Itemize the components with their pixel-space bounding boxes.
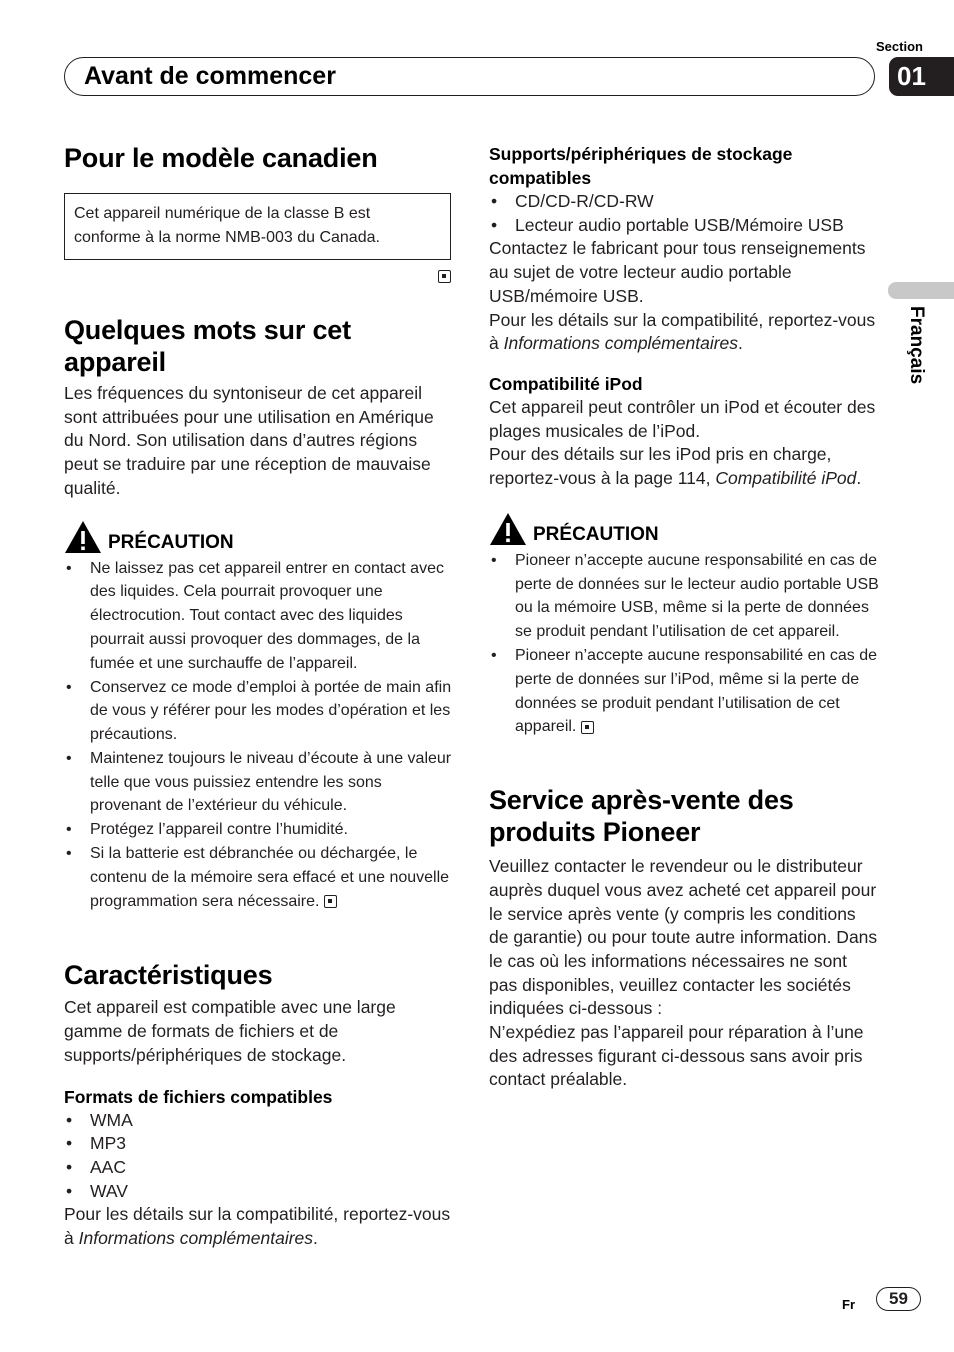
footer-language: Fr <box>842 1297 855 1312</box>
left-column <box>64 136 456 1251</box>
formats-list <box>64 1109 456 1204</box>
details-text: Pour les détails sur la compatibilité, reportez-vous à <box>489 309 876 354</box>
details-reference: Informations complémentaires <box>503 333 739 354</box>
about-paragraph: Les fréquences du syntoniseur de cet appareil sont attribuées pour une utilisation en Amérique du Nord. Son utilisation dans d’autres régions peut se traduire par une réception de mauvaise qualité. <box>64 383 434 498</box>
language-label: Français <box>906 306 927 385</box>
list-item: • Pioneer n’accepte aucune responsabilité en cas de perte de données sur le lecteur audio portable USB ou la mémoire USB, même si la perte de données se produit pendant l’utilisation de cet appareil. <box>489 549 879 644</box>
list-item: • CD/CD-R/CD-RW <box>489 190 879 214</box>
canada-heading: Pour le modèle canadien <box>64 143 378 173</box>
list-item-text: Pioneer n’accepte aucune responsabilité en cas de perte de données sur l’iPod, même si la perte de données se produit pendant l’utilisation de cet appareil. <box>515 646 878 736</box>
page-number: 59 <box>876 1287 921 1311</box>
section-number: 01 <box>889 57 954 96</box>
features-paragraph: Cet appareil est compatible avec une large gamme de formats de fichiers et de supports/périphériques de stockage. <box>64 997 396 1065</box>
page-title: Avant de commencer <box>84 62 336 90</box>
service-paragraph-2: N’expédiez pas l’appareil pour réparation à l’une des adresses figurant ci-dessous sans avoir pris contact préalable. <box>489 1022 864 1090</box>
list-item: • AAC <box>64 1156 456 1180</box>
ipod-heading: Compatibilité iPod <box>489 373 643 394</box>
list-item: • Conservez ce mode d’emploi à portée de main afin de vous y référer pour les modes d’opération et les précautions. <box>64 676 456 747</box>
right-column <box>489 136 879 1092</box>
features-heading: Caractéristiques <box>64 960 273 991</box>
ipod-details <box>489 443 879 490</box>
caution-header <box>489 512 879 546</box>
language-tab <box>888 282 954 299</box>
canada-note-box <box>64 193 451 260</box>
warning-icon <box>489 512 527 546</box>
storage-heading: Supports/périphériques de stockage compatibles <box>489 144 793 188</box>
end-mark-icon <box>438 270 451 283</box>
caution-header <box>64 520 456 554</box>
storage-list <box>489 190 879 237</box>
list-item-text: Si la batterie est débranchée ou déchargée, le contenu de la mémoire sera effacé et une nouvelle programmation sera nécessaire. <box>90 845 450 910</box>
service-heading: Service après-vente des produits Pioneer <box>489 785 794 848</box>
details-text: Pour les détails sur la compatibilité, reportez-vous à <box>64 1204 451 1249</box>
caution-title: PRÉCAUTION <box>108 531 234 553</box>
storage-details <box>489 309 879 356</box>
list-item: • WMA <box>64 1109 456 1133</box>
end-mark-icon <box>324 895 337 908</box>
details-suffix: . <box>738 333 743 354</box>
warning-icon <box>64 520 102 554</box>
about-heading: Quelques mots sur cet appareil <box>64 315 351 377</box>
features-details <box>64 1203 456 1250</box>
list-item: • Maintenez toujours le niveau d’écoute à une valeur telle que vous puissiez entendre les sons provenant de l’extérieur du véhicule. <box>64 747 456 818</box>
end-mark-icon <box>581 721 594 734</box>
caution-list <box>489 549 879 739</box>
canada-note-text: Cet appareil numérique de la classe B est conforme à la norme NMB-003 du Canada. <box>74 205 380 246</box>
details-reference: Compatibilité iPod <box>715 468 857 489</box>
list-item: • WAV <box>64 1180 456 1204</box>
list-item: • MP3 <box>64 1132 456 1156</box>
ipod-paragraph: Cet appareil peut contrôler un iPod et écouter des plages musicales de l’iPod. <box>489 396 876 441</box>
list-item: • Ne laissez pas cet appareil entrer en contact avec des liquides. Cela pourrait provoquer une électrocution. Tout contact avec des liquides pourrait aussi provoquer des dommages, de la fumée et une surchauffe de l’appareil. <box>64 557 456 676</box>
list-item <box>64 842 456 913</box>
details-reference: Informations complémentaires <box>78 1228 314 1249</box>
list-item <box>489 644 879 739</box>
storage-contact: Contactez le fabricant pour tous renseignements au sujet de votre lecteur audio portable USB/mémoire USB. <box>489 238 866 306</box>
caution-list <box>64 557 456 914</box>
details-suffix: . <box>856 468 862 489</box>
details-text: Pour des détails sur les iPod pris en charge, reportez-vous à la page 114, <box>489 444 832 489</box>
formats-heading: Formats de fichiers compatibles <box>64 1086 333 1107</box>
list-item: • Protégez l’appareil contre l’humidité. <box>64 818 456 842</box>
details-suffix: . <box>313 1228 318 1249</box>
service-paragraph-1: Veuillez contacter le revendeur ou le distributeur auprès duquel vous avez acheté cet appareil pour le service après vente (y compris les conditions de garantie) ou pour toute autre information. Dans le cas où les informations nécessaires ne sont pas disponibles, veuillez contacter les sociétés indiquées ci-dessous : <box>489 856 878 1019</box>
list-item: • Lecteur audio portable USB/Mémoire USB <box>489 214 879 238</box>
section-label: Section <box>876 39 923 54</box>
caution-title: PRÉCAUTION <box>533 523 659 545</box>
